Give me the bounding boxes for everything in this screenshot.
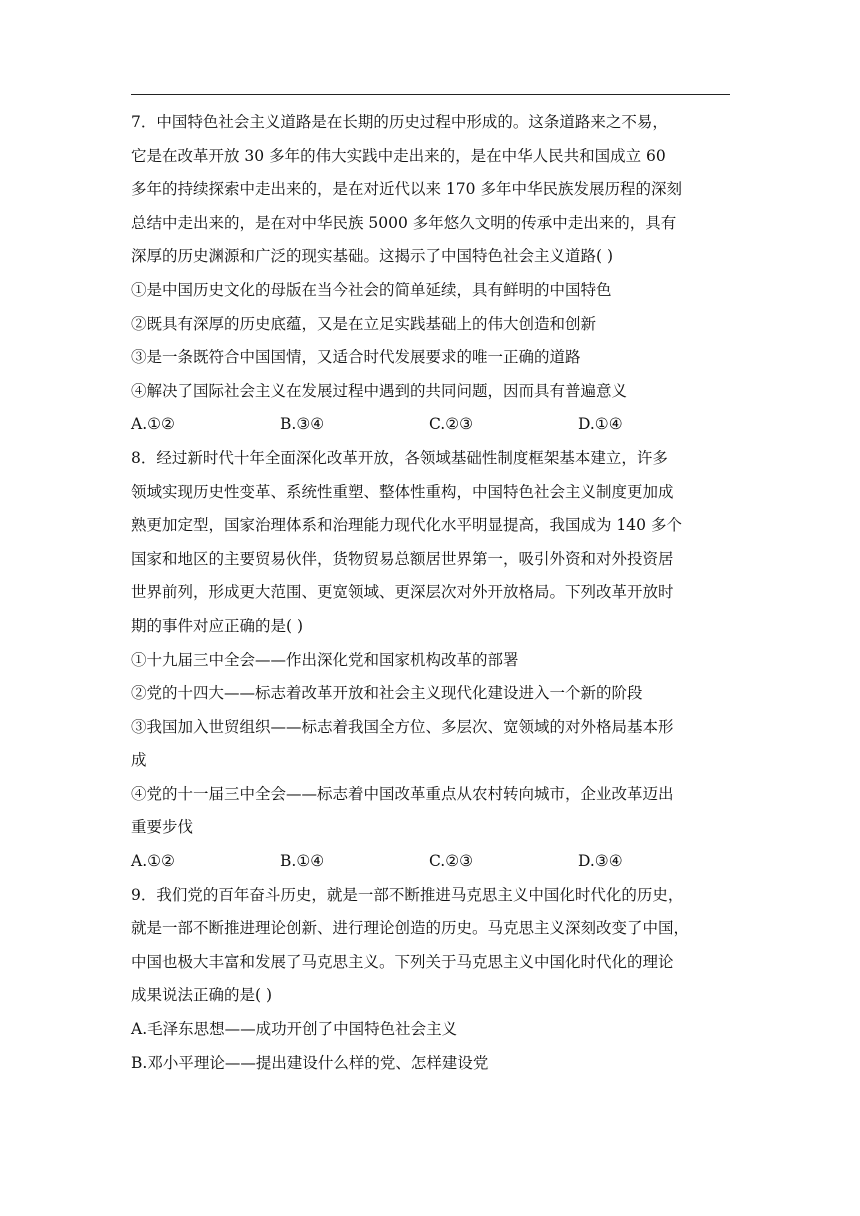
q8-statement-4-cont: 重要步伐 — [131, 818, 194, 837]
q7-option-d: D.①④ — [578, 415, 623, 434]
q7-option-c: C.②③ — [429, 415, 474, 434]
q7-stem-line: 它是在改革开放 30 多年的伟大实践中走出来的，是在中华人民共和国成立 60 — [131, 146, 666, 165]
q8-option-b: B.①④ — [280, 852, 325, 871]
q7-stem-line: 7．中国特色社会主义道路是在长期的历史过程中形成的。这条道路来之不易， — [131, 113, 668, 131]
q9-stem-line: 中国也极大丰富和发展了马克思主义。下列关于马克思主义中国化时代化的理论 — [131, 952, 674, 971]
q8-stem-line: 国家和地区的主要贸易伙伴，货物贸易总额居世界第一，吸引外资和对外投资居 — [131, 549, 674, 568]
q7-statement-3: ③是一条既符合中国国情，又适合时代发展要求的唯一正确的道路 — [131, 348, 581, 367]
q9-stem-line: 就是一部不断推进理论创新、进行理论创造的历史。马克思主义深刻改变了中国， — [131, 919, 690, 938]
q7-stem-line: 总结中走出来的，是在对中华民族 5000 多年悠久文明的传承中走出来的，具有 — [131, 213, 677, 232]
question-content — [131, 106, 731, 1080]
header-rule — [131, 94, 730, 95]
q8-statement-1: ①十九届三中全会——作出深化党和国家机构改革的部署 — [131, 650, 519, 669]
q9-stem-line: 9．我们党的百年奋斗历史，就是一部不断推进马克思主义中国化时代化的历史， — [131, 885, 684, 904]
q8-statement-4: ④党的十一届三中全会——标志着中国改革重点从农村转向城市，企业改革迈出 — [131, 784, 674, 803]
q8-stem-line: 期的事件对应正确的是( ) — [131, 616, 304, 635]
q7-options — [131, 408, 731, 442]
q7-statement-2: ②既具有深厚的历史底蕴，又是在立足实践基础上的伟大创造和创新 — [131, 314, 597, 333]
q7-stem-line: 深厚的历史渊源和广泛的现实基础。这揭示了中国特色社会主义道路( ) — [131, 247, 614, 266]
q7-statement-1: ①是中国历史文化的母版在当今社会的简单延续，具有鲜明的中国特色 — [131, 280, 612, 299]
q8-option-a: A.①② — [131, 852, 175, 871]
q8-stem-line: 8．经过新时代十年全面深化改革开放，各领域基础性制度框架基本建立，许多 — [131, 448, 668, 467]
q8-stem-line: 世界前列，形成更大范围、更宽领域、更深层次对外开放格局。下列改革开放时 — [131, 583, 674, 602]
question-7 — [131, 106, 731, 442]
question-9 — [131, 879, 731, 1081]
q7-statement-4: ④解决了国际社会主义在发展过程中遇到的共同问题，因而具有普遍意义 — [131, 381, 628, 400]
q9-stem-line: 成果说法正确的是( ) — [131, 986, 273, 1005]
q8-stem-line: 领域实现历史性变革、系统性重塑、整体性重构，中国特色社会主义制度更加成 — [131, 482, 674, 501]
q9-option-a: A.毛泽东思想——成功开创了中国特色社会主义 — [131, 1020, 458, 1039]
q7-option-a: A.①② — [131, 415, 175, 434]
q8-statement-3: ③我国加入世贸组织——标志着我国全方位、多层次、宽领域的对外格局基本形 — [131, 717, 674, 736]
q9-option-b: B.邓小平理论——提出建设什么样的党、怎样建设党 — [131, 1053, 489, 1072]
q8-option-d: D.③④ — [578, 852, 623, 871]
q8-statement-2: ②党的十四大——标志着改革开放和社会主义现代化建设进入一个新的阶段 — [131, 684, 643, 703]
q7-stem-line: 多年的持续探索中走出来的，是在对近代以来 170 多年中华民族发展历程的深刻 — [131, 180, 682, 199]
q8-options — [131, 845, 731, 879]
q8-statement-3-cont: 成 — [131, 751, 147, 770]
q7-option-b: B.③④ — [280, 415, 325, 434]
question-8 — [131, 442, 731, 879]
q8-option-c: C.②③ — [429, 852, 474, 871]
q8-stem-line: 熟更加定型，国家治理体系和治理能力现代化水平明显提高，我国成为 140 多个 — [131, 516, 682, 535]
